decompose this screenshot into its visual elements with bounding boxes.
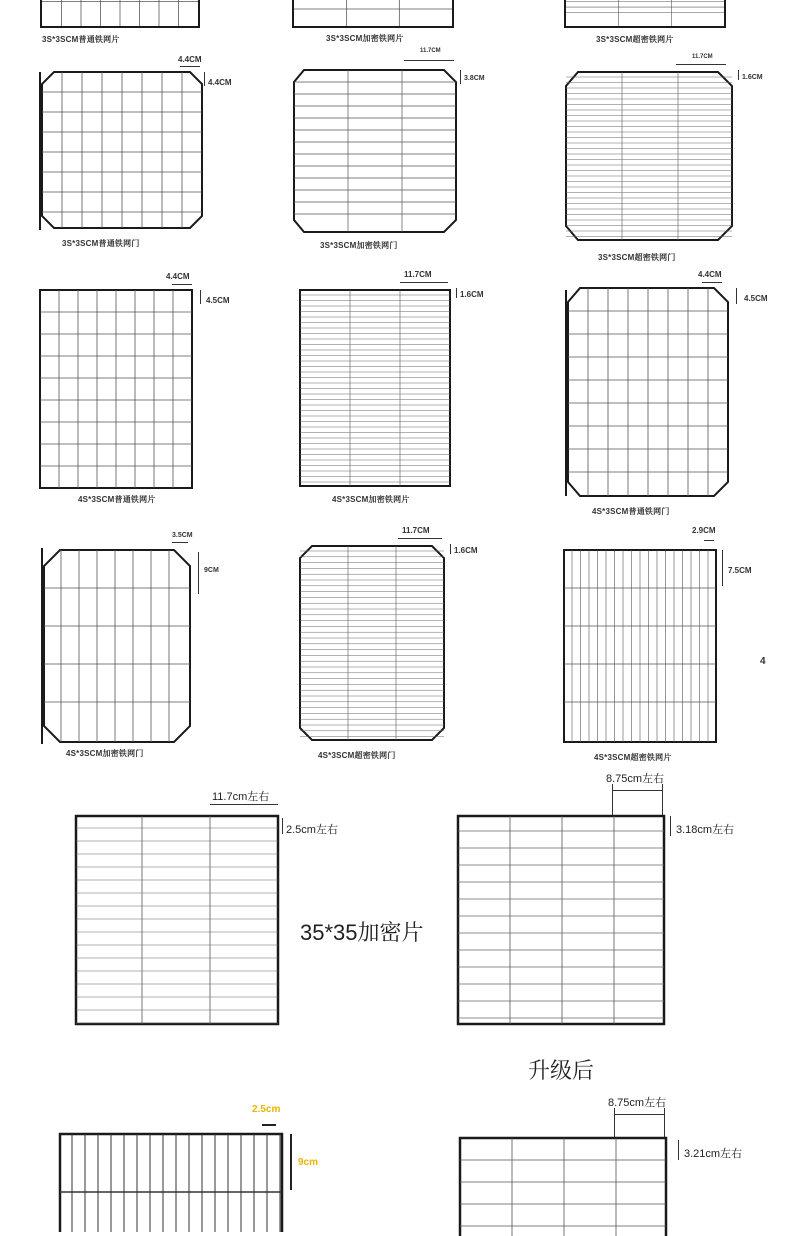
upgrade-label: 升级后	[528, 1058, 595, 1083]
dim-width-r2b: 11.7CM	[404, 270, 432, 279]
dim-line	[290, 1134, 292, 1190]
grid-lines	[566, 0, 724, 26]
dim-height-r3a: 9CM	[204, 567, 219, 574]
dim-line	[180, 66, 200, 67]
grid-panel-r3c	[562, 548, 718, 744]
dim-line	[676, 64, 726, 65]
dim-line	[200, 290, 201, 304]
stray-mark: 4	[760, 656, 766, 667]
bottom-left-height: 9cm	[298, 1157, 319, 1168]
dim-line	[456, 288, 457, 298]
dim-line	[398, 538, 442, 539]
dim-line	[612, 790, 662, 791]
big-left-height: 2.5cm左右	[286, 824, 338, 836]
grid-panel-r2b	[298, 288, 452, 488]
dim-line	[282, 818, 283, 834]
dim-width-r1a: 4.4CM	[178, 55, 202, 64]
dim-line	[738, 70, 739, 80]
caption-r1a: 3S*3SCM普通铁网门	[62, 239, 140, 248]
bottom-grid-left	[58, 1132, 284, 1232]
grid-panel-r0a	[40, 0, 200, 28]
big-grid-left	[74, 814, 280, 1026]
dim-width-r3a: 3.5CM	[172, 532, 193, 539]
dim-line	[262, 1124, 276, 1126]
caption-r3c: 4S*3SCM超密铁网片	[594, 753, 672, 762]
dim-line	[460, 70, 461, 84]
dim-line	[612, 784, 613, 816]
grid-panel-r3a	[42, 548, 192, 744]
dim-line	[662, 784, 663, 816]
dim-width-r2a: 4.4CM	[166, 272, 190, 281]
dim-height-r3b: 1.6CM	[454, 546, 478, 555]
dim-height-r2a: 4.5CM	[206, 296, 230, 305]
big-right-width: 8.75cm左右	[606, 773, 665, 785]
caption-r3a: 4S*3SCM加密铁网门	[66, 749, 144, 758]
caption-r3b: 4S*3SCM超密铁网门	[318, 751, 396, 760]
dim-line	[722, 550, 723, 586]
big-grid-right	[456, 814, 666, 1026]
caption-r1c: 3S*3SCM超密铁网门	[598, 253, 676, 262]
dim-line	[702, 282, 722, 283]
grid-panel-r1a	[40, 70, 204, 230]
dim-width-r3b: 11.7CM	[402, 526, 430, 535]
grid-panel-r3b	[298, 544, 446, 742]
caption-r0c: 3S*3SCM超密铁网片	[596, 35, 674, 44]
dim-height-r2b: 1.6CM	[460, 290, 484, 299]
bottom-left-width: 2.5cm	[252, 1104, 281, 1115]
dim-line	[614, 1114, 664, 1115]
grid-panel-r0c	[564, 0, 726, 28]
grid-panel-r2c	[566, 286, 730, 498]
dim-line	[210, 804, 278, 805]
bottom-right-width: 8.75cm左右	[608, 1097, 667, 1109]
dim-height-r2c: 4.5CM	[744, 294, 768, 303]
dim-width-r3c: 2.9CM	[692, 526, 716, 535]
grid-panel-r1b	[292, 68, 458, 234]
dim-line	[678, 1140, 679, 1160]
caption-r0a: 3S*3SCM普通铁网片	[42, 35, 120, 44]
dim-line	[404, 60, 454, 61]
center-label: 35*35加密片	[300, 920, 424, 945]
caption-r1b: 3S*3SCM加密铁网门	[320, 241, 398, 250]
dim-line	[450, 544, 451, 554]
grid-lines	[42, 0, 198, 26]
caption-r2a: 4S*3SCM普通铁网片	[78, 495, 156, 504]
caption-r2c: 4S*3SCM普通铁网门	[592, 507, 670, 516]
dim-line	[204, 72, 205, 86]
dim-line	[704, 540, 714, 541]
dim-width-r1c: 11.7CM	[692, 54, 713, 60]
grid-panel-r2a	[38, 288, 194, 490]
dim-line	[736, 288, 737, 304]
dim-line	[400, 282, 448, 283]
caption-r0b: 3S*3SCM加密铁网片	[326, 34, 404, 43]
dim-width-r2c: 4.4CM	[698, 270, 722, 279]
dim-height-r1b: 3.8CM	[464, 75, 485, 82]
grid-panel-r0b	[292, 0, 454, 28]
big-left-width: 11.7cm左右	[212, 791, 270, 803]
grid-lines	[294, 0, 452, 26]
dim-height-r1c: 1.6CM	[742, 74, 763, 81]
dim-line	[172, 542, 188, 543]
dim-height-r3c: 7.5CM	[728, 566, 752, 575]
big-right-height: 3.18cm左右	[676, 824, 735, 836]
bottom-right-height: 3.21cm左右	[684, 1148, 743, 1160]
dim-line	[172, 284, 192, 285]
dim-width-r1b: 11.7CM	[420, 48, 441, 54]
grid-panel-r1c	[564, 70, 734, 242]
dim-line	[670, 816, 671, 836]
bottom-grid-right	[458, 1136, 668, 1236]
dim-line	[198, 552, 199, 594]
caption-r2b: 4S*3SCM加密铁网片	[332, 495, 410, 504]
dim-height-r1a: 4.4CM	[208, 78, 232, 87]
